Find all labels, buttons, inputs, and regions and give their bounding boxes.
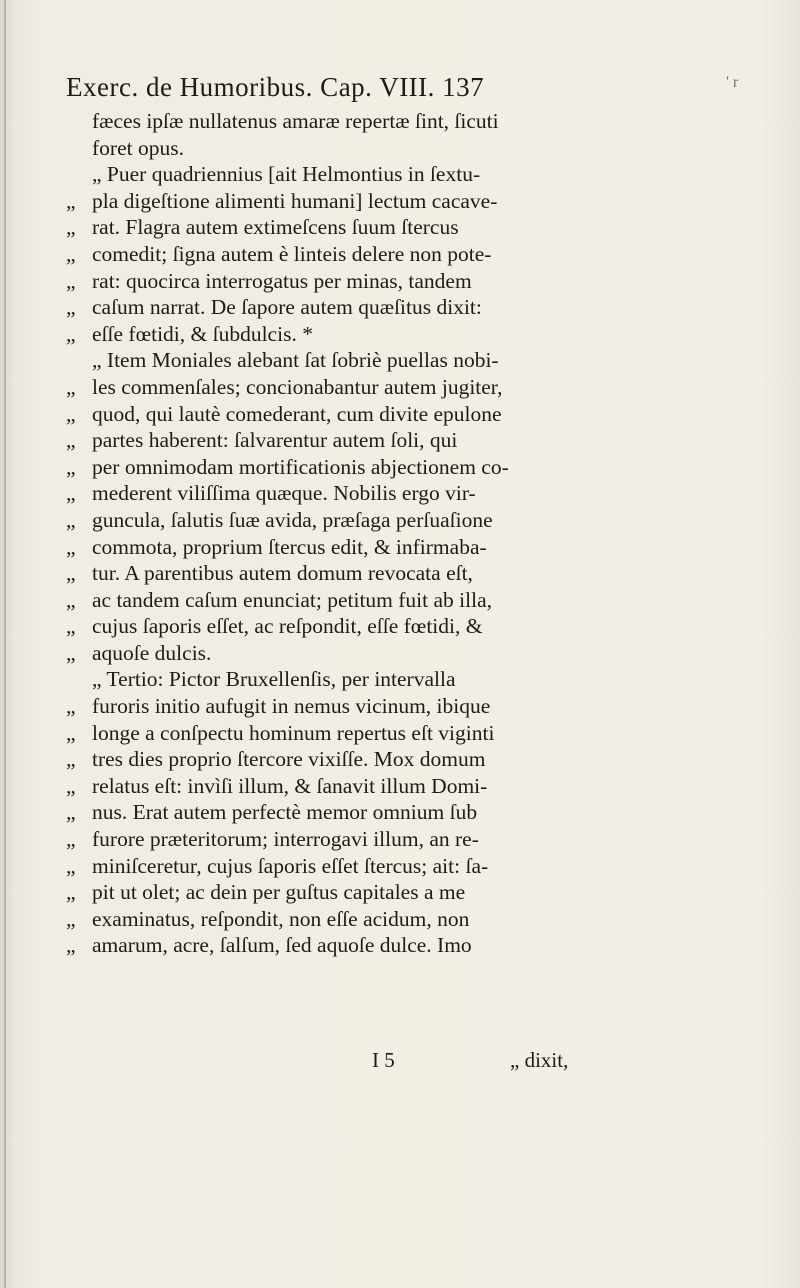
text-line — [66, 879, 708, 906]
text-line — [66, 294, 708, 321]
quote-mark: „ — [66, 587, 76, 612]
text-line — [66, 480, 708, 507]
quote-mark: „ — [66, 614, 76, 639]
quote-mark: „ — [66, 800, 76, 825]
quote-mark: „ — [66, 374, 76, 399]
marginal-mark: ' r — [726, 74, 739, 91]
text-line — [66, 214, 708, 241]
line-text: pit ut olet; ac dein per guſtus capitales a me — [92, 880, 466, 905]
line-text: „ Tertio: Pictor Bruxellenſis, per intervalla — [92, 667, 456, 692]
text-line — [66, 135, 708, 162]
line-text: comedit; ſigna autem è linteis delere non pote- — [92, 241, 492, 266]
text-line — [66, 161, 708, 188]
quote-mark: „ — [66, 268, 76, 293]
text-line — [66, 640, 708, 667]
quote-mark: „ — [66, 853, 76, 878]
line-text: „ Puer quadriennius [ait Helmontius in ſextu- — [92, 162, 481, 187]
quote-mark: „ — [66, 694, 76, 719]
quote-mark: „ — [66, 561, 76, 586]
line-text: amarum, acre, ſalſum, ſed aquoſe dulce. Imo — [92, 933, 472, 958]
quote-mark: „ — [66, 747, 76, 772]
line-text: foret opus. — [92, 135, 184, 160]
quote-mark: „ — [66, 401, 76, 426]
text-line — [66, 853, 708, 880]
line-text: per omnimodam mortificationis abjectionem co- — [92, 454, 509, 479]
quote-mark: „ — [66, 933, 76, 958]
text-line — [66, 720, 708, 747]
running-header: Exerc. de Humoribus. Cap. VIII. 137 — [66, 72, 485, 102]
text-line — [66, 401, 708, 428]
line-text: rat. Flagra autem extimeſcens ſuum ſtercus — [92, 215, 459, 240]
line-text: partes haberent: ſalvarentur autem ſoli, qui — [92, 428, 458, 453]
text-line — [66, 560, 708, 587]
quote-mark: „ — [66, 534, 76, 559]
quote-mark: „ — [66, 241, 76, 266]
text-line — [66, 188, 708, 215]
line-text: longe a conſpectu hominum repertus eſt viginti — [92, 720, 495, 745]
text-line — [66, 773, 708, 800]
line-text: nus. Erat autem perfectè memor omnium ſub — [92, 800, 478, 825]
line-text: aquoſe dulcis. — [92, 640, 212, 665]
line-text: miniſceretur, cujus ſaporis eſſet ſtercus; ait: ſa- — [92, 853, 489, 878]
quote-mark: „ — [66, 454, 76, 479]
quote-mark: „ — [66, 773, 76, 798]
text-line — [66, 932, 708, 959]
line-text: ac tandem caſum enunciat; petitum fuit ab illa, — [92, 587, 492, 612]
quote-mark: „ — [66, 215, 76, 240]
text-line — [66, 347, 708, 374]
quote-mark: „ — [66, 640, 76, 665]
text-line — [66, 746, 708, 773]
line-text: examinatus, reſpondit, non eſſe acidum, non — [92, 906, 470, 931]
quote-mark: „ — [66, 507, 76, 532]
line-text: caſum narrat. De ſapore autem quæſitus dixit: — [92, 295, 482, 320]
quote-mark: „ — [66, 906, 76, 931]
quote-mark: „ — [66, 428, 76, 453]
text-line — [66, 587, 708, 614]
catchword: „ dixit, — [510, 1048, 569, 1072]
text-line — [66, 321, 708, 348]
quote-mark: „ — [66, 481, 76, 506]
text-line — [66, 427, 708, 454]
quote-mark: „ — [66, 880, 76, 905]
text-line — [66, 241, 708, 268]
signature-mark: I 5 — [372, 1048, 395, 1072]
line-text: relatus eſt: invìſi illum, & ſanavit illum Domi- — [92, 773, 488, 798]
text-line — [66, 454, 708, 481]
line-text: quod, qui lautè comederant, cum divite epulone — [92, 401, 502, 426]
body-text — [66, 108, 708, 959]
page-footer — [0, 1048, 800, 1076]
line-text: furore præteritorum; interrogavi illum, an re- — [92, 827, 479, 852]
text-line — [66, 507, 708, 534]
text-line — [66, 799, 708, 826]
quote-mark: „ — [66, 827, 76, 852]
text-line — [66, 693, 708, 720]
line-text: pla digeſtione alimenti humani] lectum cacave- — [92, 188, 498, 213]
line-text: tur. A parentibus autem domum revocata eſt, — [92, 561, 473, 586]
line-text: „ Item Moniales alebant ſat ſobriè puellas nobi- — [92, 348, 499, 373]
text-line — [66, 108, 708, 135]
line-text: furoris initio aufugit in nemus vicinum, ibique — [92, 694, 491, 719]
line-text: rat: quocirca interrogatus per minas, tandem — [92, 268, 472, 293]
text-line — [66, 268, 708, 295]
text-line — [66, 374, 708, 401]
text-line — [66, 534, 708, 561]
line-text: tres dies proprio ſtercore vixiſſe. Mox domum — [92, 747, 486, 772]
quote-mark: „ — [66, 720, 76, 745]
text-line — [66, 906, 708, 933]
quote-mark: „ — [66, 321, 76, 346]
quote-mark: „ — [66, 295, 76, 320]
text-line — [66, 826, 708, 853]
binding-edge — [4, 0, 6, 1288]
line-text: les commenſales; concionabantur autem jugiter, — [92, 374, 503, 399]
line-text: eſſe fœtidi, & ſubdulcis. * — [92, 321, 313, 346]
line-text: cujus ſaporis eſſet, ac reſpondit, eſſe fœtidi, & — [92, 614, 483, 639]
line-text: guncula, ſalutis ſuæ avida, præſaga perſuaſione — [92, 507, 493, 532]
line-text: mederent viliſſima quæque. Nobilis ergo vir- — [92, 481, 476, 506]
quote-mark: „ — [66, 188, 76, 213]
line-text: fæces ipſæ nullatenus amaræ repertæ ſint, ſicuti — [92, 109, 499, 133]
line-text: commota, proprium ſtercus edit, & infirmaba- — [92, 534, 487, 559]
text-line — [66, 613, 708, 640]
text-line — [66, 666, 708, 693]
